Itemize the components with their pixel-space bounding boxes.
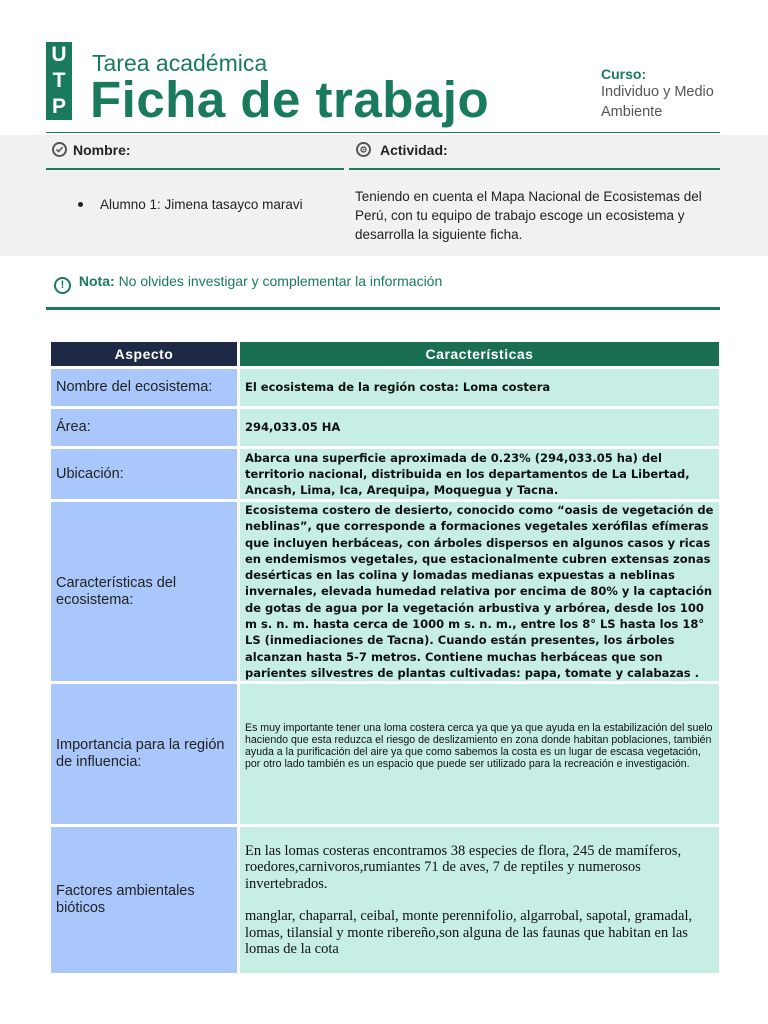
aspect-cell: Características del ecosistema:	[51, 502, 237, 681]
table-row	[51, 449, 719, 499]
header-divider	[46, 132, 720, 133]
aspect-cell: Área:	[51, 409, 237, 446]
check-circle-icon	[52, 142, 67, 157]
student-name: Alumno 1: Jimena tasayco maravi	[100, 197, 303, 212]
note-label: Nota:	[78, 273, 115, 289]
logo-letter-p: P	[51, 95, 66, 118]
table-header-row	[51, 342, 719, 366]
course-value: Individuo y Medio Ambiente	[601, 84, 714, 120]
biotic-paragraph-2: manglar, chaparral, ceibal, monte perennifolio, algarrobal, sapotal, gramadal, lomas, tilansial y monte ribereño,son alguna de las faunas que habitan en las lomas de la cota	[245, 908, 693, 958]
note	[54, 273, 442, 294]
name-label: Nombre:	[73, 142, 131, 158]
course-label: Curso:	[601, 66, 647, 82]
logo-letter-t: T	[52, 69, 66, 92]
logo-letter-u: U	[51, 43, 67, 66]
table-row	[51, 502, 719, 681]
value-cell: Ecosistema costero de desierto, conocido como “oasis de vegetación de neblinas”, que corresponde a formaciones vegetales xerófilas efímeras que incluyen herbáceas, con árboles dispersos en algunos casos y ricas en endemismos vegetales, que estacionalmente cubren extensas zonas desérticas en las colina y lomadas medianas expuestas a neblinas invernales, elevada humedad relativa por encima de 80% y la captación de gotas de agua por la vegetación arbustiva y arbórea, desde los 100 m s. n. m. hasta cerca de 1000 m s. n. m., entre los 8° LS hasta los 18° LS (inmediaciones de Tacna). Cuando están presentes, los árboles alcanzan hasta 5-7 metros. Contiene muchas herbáceas que son parientes silvestres de plantas cultivadas: papa, tomate y calabazas .	[240, 502, 719, 681]
value-cell: Es muy importante tener una loma costera cerca ya que ya que ayuda en la estabilización del suelo haciendo que esta reduzca el riesgo de deslizamiento en zona donde habitan poblaciones, también ayuda a la purificación del aire ya que como sabemos la costa es un lugar de escasa vegetación, por otro lado también es un espacio que puede ser utilizado para la recreación e investigación.	[240, 684, 719, 824]
table-row	[51, 369, 719, 406]
ecosystem-table	[48, 339, 722, 976]
value-cell: 294,033.05 HA	[240, 409, 719, 446]
table-row	[51, 684, 719, 824]
activity-label: Actividad:	[380, 142, 448, 158]
exclamation-circle-icon: !	[54, 277, 71, 294]
aspect-cell: Ubicación:	[51, 449, 237, 499]
header-characteristics: Características	[240, 342, 719, 366]
value-cell: Abarca una superficie aproximada de 0.23% (294,033.05 ha) del territorio nacional, distribuida en los departamentos de La Libertad, Ancash, Lima, Ica, Arequipa, Moquegua y Tacna.	[240, 449, 719, 499]
value-cell	[240, 827, 719, 973]
aspect-cell: Nombre del ecosistema:	[51, 369, 237, 406]
utp-logo	[46, 42, 72, 120]
document-title: Ficha de trabajo	[90, 71, 490, 128]
note-text: No olvides investigar y complementar la información	[118, 273, 443, 289]
table-row	[51, 409, 719, 446]
activity-underline	[349, 168, 720, 170]
course-block	[601, 66, 741, 122]
student-list-item	[78, 197, 303, 212]
name-header	[52, 142, 131, 158]
aspect-cell: Importancia para la región de influencia:	[51, 684, 237, 824]
activity-header	[356, 142, 448, 158]
bullet	[78, 202, 83, 207]
value-cell: El ecosistema de la región costa: Loma costera	[240, 369, 719, 406]
activity-text: Teniendo en cuenta el Mapa Nacional de Ecosistemas del Perú, con tu equipo de trabajo escoge un ecosistema y desarrolla la siguiente ficha.	[355, 189, 702, 242]
table-row	[51, 827, 719, 973]
document-subtitle: Tarea académica	[92, 50, 268, 76]
header-aspect: Aspecto	[51, 342, 237, 366]
name-underline	[46, 168, 344, 170]
biotic-paragraph-1: En las lomas costeras encontramos 38 especies de flora, 245 de mamíferos, roedores,carnivoros,rumiantes 71 de aves, 7 de reptiles y numerosos invertebrados.	[245, 842, 682, 892]
note-divider	[46, 307, 720, 310]
aspect-cell: Factores ambientales bióticos	[51, 827, 237, 973]
target-icon	[356, 142, 371, 157]
